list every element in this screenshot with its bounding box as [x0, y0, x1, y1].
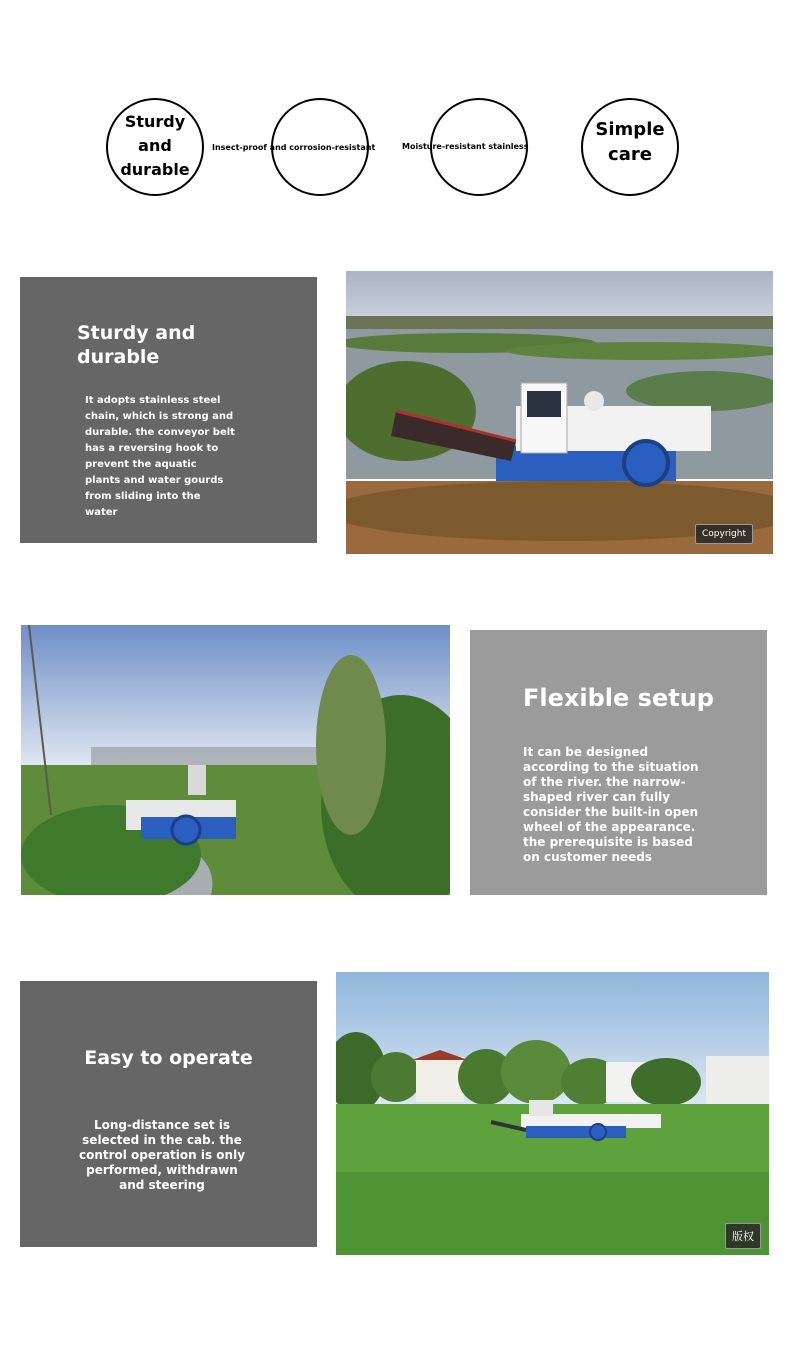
copyright-watermark-cn: 版权	[725, 1223, 761, 1249]
section-3-title: Easy to operate	[84, 1047, 253, 1069]
copyright-watermark: Copyright	[695, 524, 753, 544]
section-2-photo	[21, 625, 450, 895]
feature-label-moisture: Moisture-resistant stainless	[402, 142, 529, 151]
section-2-body: It can be designed according to the situation of the river. the narrow-shaped river can fully consider the built-in open wheel of the appearance. the prerequisite is based on customer needs	[523, 745, 699, 864]
section-3-photo	[336, 972, 769, 1255]
section-3-panel	[20, 981, 317, 1247]
section-1-title: Sturdy and durable	[77, 322, 196, 368]
section-3-body: Long-distance set is selected in the cab. the control operation is only performed, withdrawn and steering	[78, 1118, 246, 1192]
feature-label-simple-care: Simple care	[595, 119, 665, 165]
feature-label-insect-proof: Insect-proof and corrosion-resistant	[212, 143, 376, 152]
section-2-title: Flexible setup	[523, 684, 714, 712]
section-1-photo	[346, 271, 773, 554]
section-2-panel	[470, 630, 767, 895]
section-1-body: It adopts stainless steel chain, which is strong and durable. the conveyor belt has a reversing hook to prevent the aquatic plants and water gourds from sliding into the water	[85, 395, 235, 518]
feature-label-sturdy: Sturdy and durable	[120, 112, 190, 179]
section-1-panel	[20, 277, 317, 543]
